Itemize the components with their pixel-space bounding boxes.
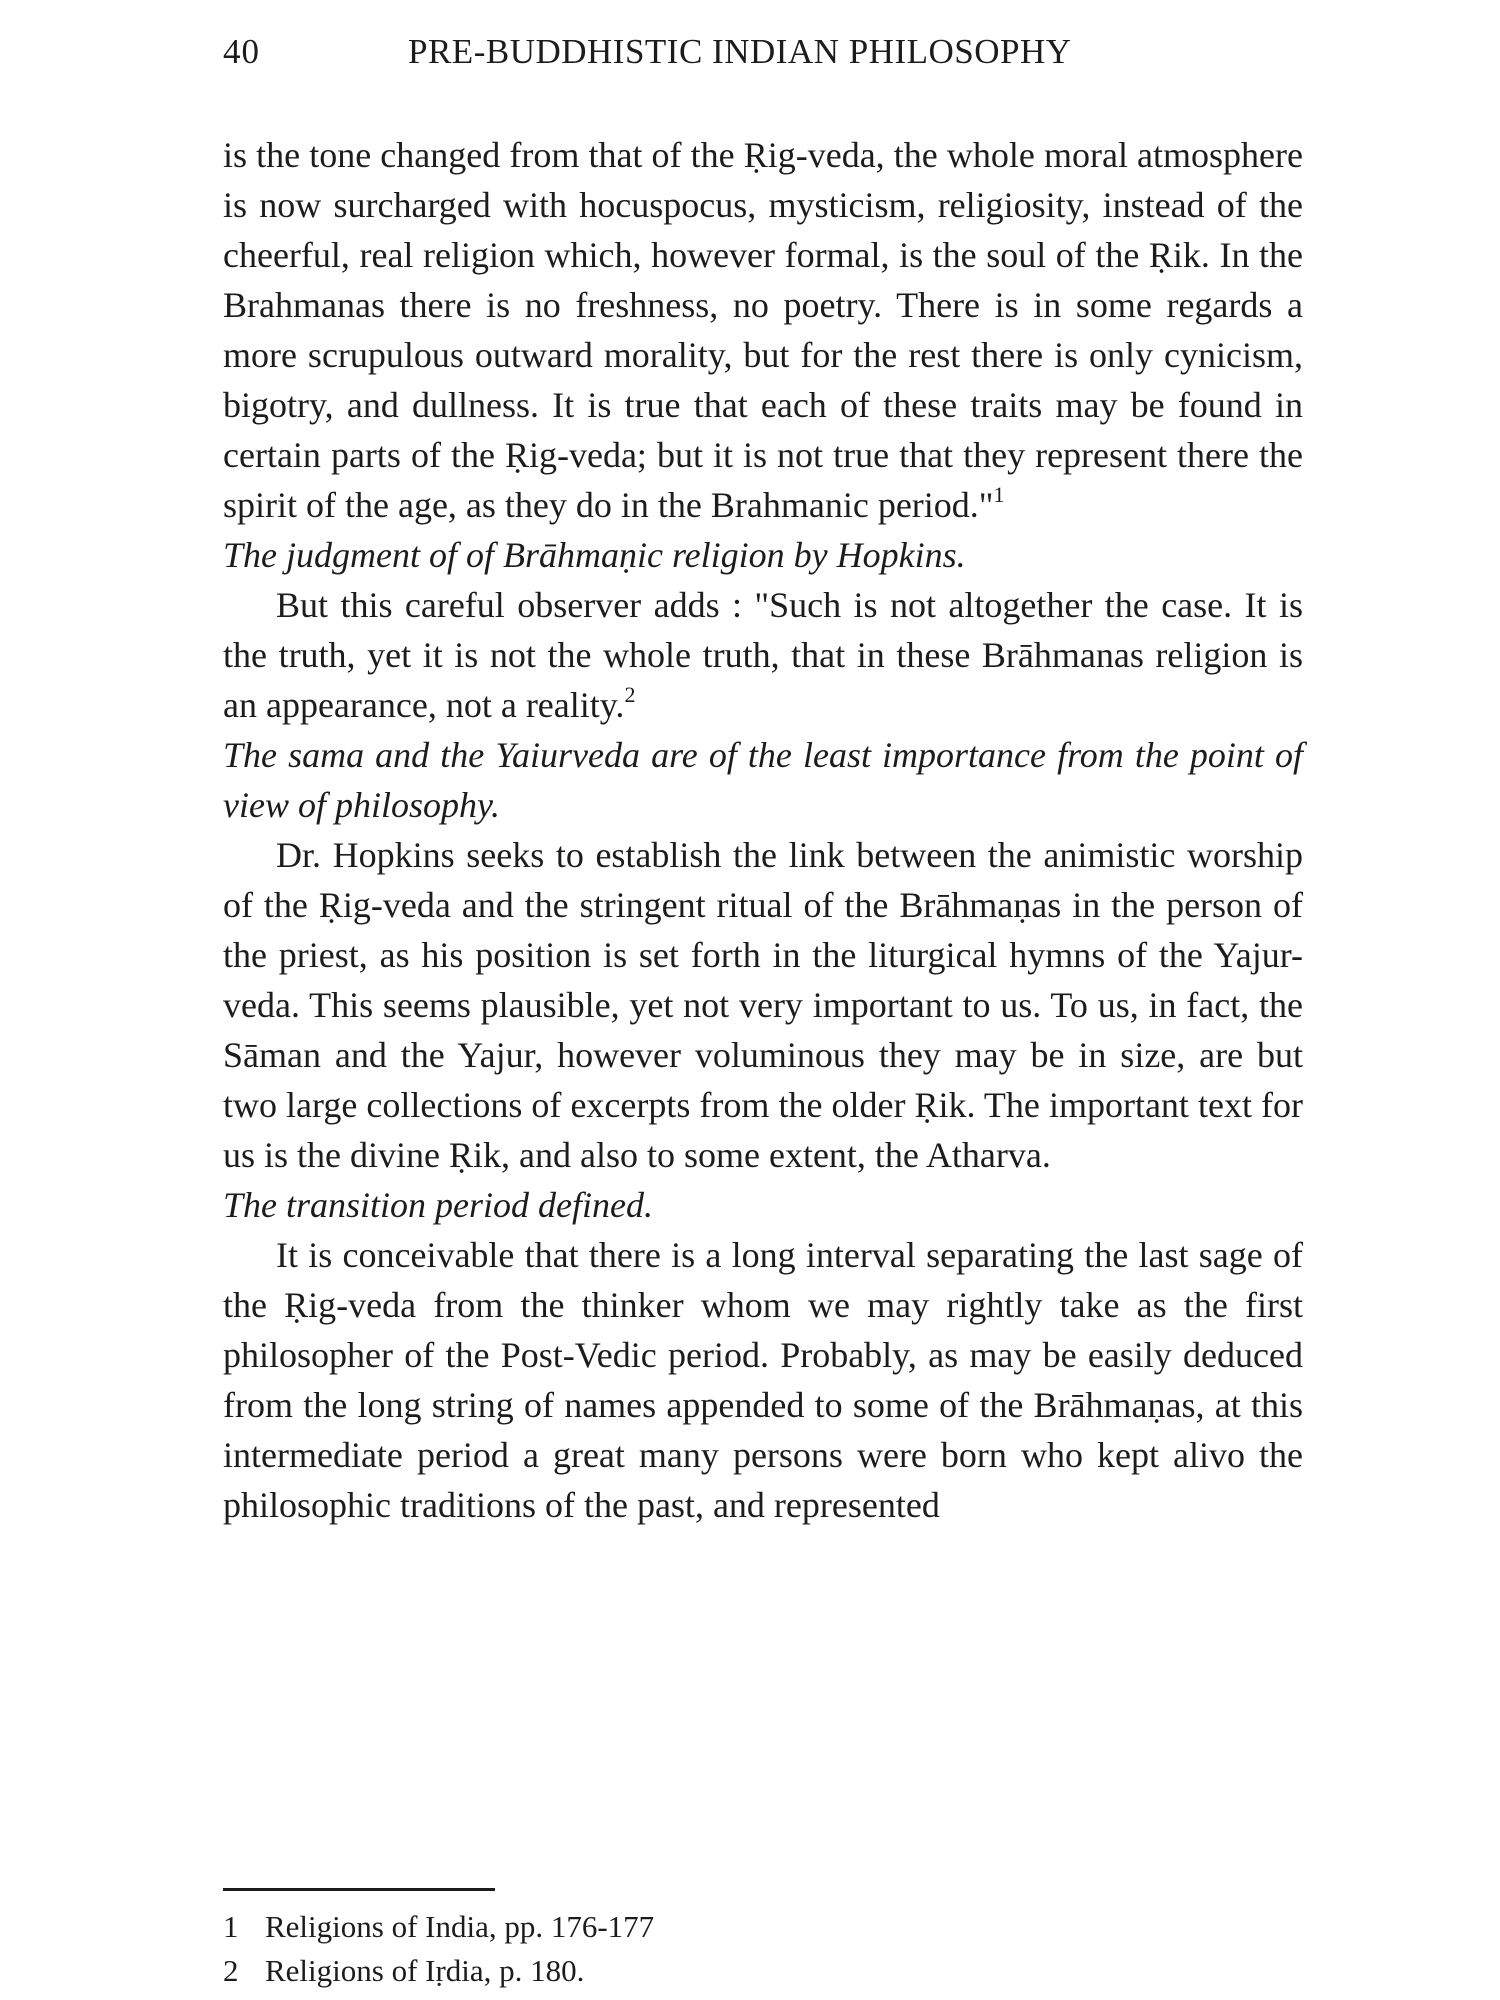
paragraph-text: But this careful observer adds : "Such is not altogether the case. It is the truth, yet it is not the whole truth, that in these Brāhmanas religion is an appearance, not a reality.: [223, 585, 1303, 725]
paragraph-transition: It is conceivable that there is a long interval separating the last sage of the Ṛig-veda from the thinker whom we may rightly take as the first philosopher of the Post-Vedic period. Probably, as may be easily deduced from the long string of names appended to some of the Brāhmaṇas, at this intermediate period a great many persons were born who kept alivo the philosophic traditions of the past, and represented: [223, 1235, 1303, 1525]
paragraph-hopkins-link: Dr. Hopkins seeks to establish the link between the animistic worship of the Ṛig-veda and the stringent ritual of the Brāhmaṇas in the person of the priest, as his position is set forth in the liturgical hymns of the Yajur-veda. This seems plausible, yet not very important to us. To us, in fact, the Sāman and the Yajur, however voluminous they may be in size, are but two large collections of excerpts from the older Ṛik. The important text for us is the divine Ṛik, and also to some extent, the Atharva.: [223, 835, 1303, 1175]
footnote-number: 1: [223, 1909, 239, 1944]
footnotes: [223, 1905, 1303, 1993]
running-head: [223, 30, 1303, 80]
paragraph-text: is the tone changed from that of the Ṛig-veda, the whole moral atmosphere is now surcharged with hocuspocus, mysticism, religiosity, instead of the cheerful, real religion which, however formal, is the soul of the Ṛik. In the Brahmanas there is no freshness, no poetry. There is in some regards a more scrupulous outward morality, but for the rest there is only cynicism, bigotry, and dullness. It is true that each of these traits may be found in certain parts of the Ṛig-veda; but it is not true that they represent there the spirit of the age, as they do in the Brahmanic period.": [223, 135, 1303, 525]
footnote-text: Religions of Iṛdia, p. 180.: [265, 1953, 585, 1988]
footnote-2: [223, 1949, 1303, 1993]
side-heading-transition-period: The transition period defined.: [223, 1185, 653, 1225]
side-heading-sama-yajurveda: The sama and the Yaiurveda are of the least importance from the point of view of philosophy.: [223, 735, 1303, 825]
side-heading-hopkins-judgment: The judgment of of Brāhmaṇic religion by Hopkins.: [223, 535, 966, 575]
footnote-text: Religions of India, pp. 176-177: [265, 1909, 655, 1944]
body-text: [223, 130, 1303, 1530]
page-number: 40: [223, 32, 260, 71]
footnote-number: 2: [223, 1953, 239, 1988]
footnote-1: [223, 1905, 1303, 1949]
running-title: PRE-BUDDHISTIC INDIAN PHILOSOPHY: [408, 32, 1072, 71]
footnote-divider: [223, 1888, 495, 1891]
book-page: [223, 30, 1303, 1988]
footnote-ref-2: 2: [624, 682, 636, 707]
paragraph-quote-continuation: [223, 130, 1303, 530]
footnote-ref-1: 1: [993, 482, 1005, 507]
paragraph-careful-observer: [223, 580, 1303, 730]
